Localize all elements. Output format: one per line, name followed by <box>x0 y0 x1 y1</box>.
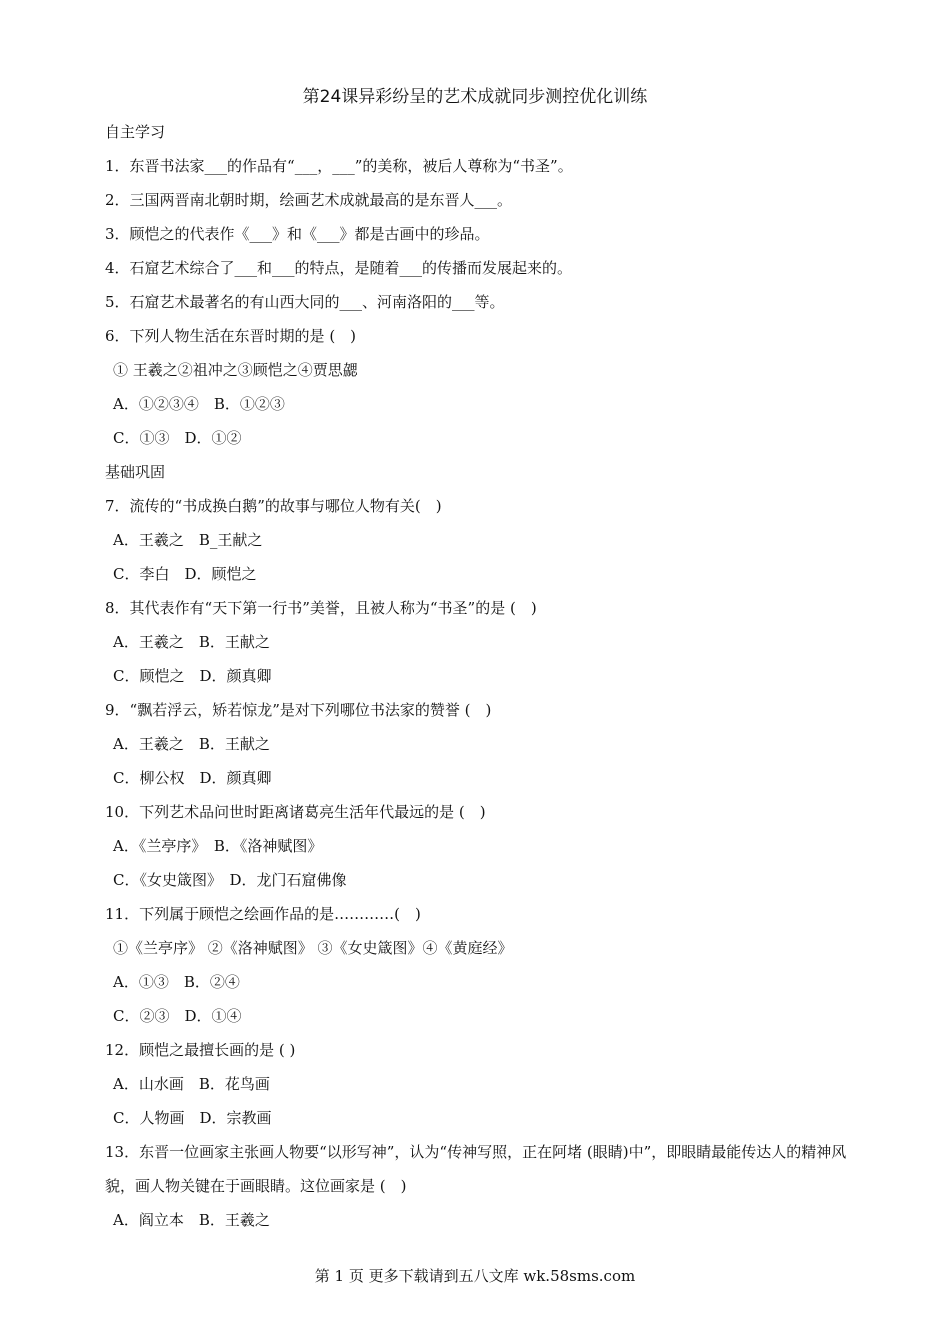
question-10-options-ab: A．《兰亭序》 B．《洛神赋图》 <box>113 837 323 855</box>
question-11-items: ①《兰亭序》 ②《洛神赋图》 ③《女史箴图》④《黄庭经》 <box>113 939 513 957</box>
question-11: 11．下列属于顾恺之绘画作品的是…………( ) <box>105 905 421 923</box>
question-7-options-ab: A．王羲之 B_王献之 <box>113 531 263 549</box>
page-title: 第24课异彩纷呈的艺术成就同步测控优化训练 <box>302 87 648 107</box>
question-12-options-cd: C．人物画 D．宗教画 <box>113 1109 272 1127</box>
question-12: 12．顾恺之最擅长画的是 ( ) <box>105 1041 296 1059</box>
question-8: 8．其代表作有“天下第一行书”美誉，且被人称为“书圣”的是 ( ) <box>105 599 537 617</box>
question-6-items: ① 王羲之②祖冲之③顾恺之④贾思勰 <box>113 361 358 379</box>
question-11-options-ab: A．①③ B．②④ <box>113 973 240 991</box>
question-10: 10．下列艺术品问世时距离诸葛亮生活年代最远的是 ( ) <box>105 803 486 821</box>
question-13-options-ab: A．阎立本 B．王羲之 <box>113 1211 270 1229</box>
question-10-options-cd: C．《女史箴图》 D．龙门石窟佛像 <box>113 871 347 889</box>
question-9: 9．“飘若浮云，矫若惊龙”是对下列哪位书法家的赞誉 ( ) <box>105 701 492 719</box>
question-6-options-ab: A．①②③④ B．①②③ <box>113 395 285 413</box>
question-9-options-cd: C．柳公权 D．颜真卿 <box>113 769 272 787</box>
question-4: 4．石窟艺术综合了___和___的特点，是随着___的传播而发展起来的。 <box>105 259 573 277</box>
question-8-options-ab: A．王羲之 B．王献之 <box>113 633 270 651</box>
question-1: 1．东晋书法家___的作品有“___，___”的美称，被后人尊称为“书圣”。 <box>105 157 573 175</box>
question-13: 13．东晋一位画家主张画人物要“以形写神”，认为“传神写照，正在阿堵 (眼睛)中”，即眼睛最能传达人的精神风貌，画人物关键在于画眼睛。这位画家是 ( ) <box>105 1143 847 1195</box>
question-3: 3．顾恺之的代表作《___》和《___》都是古画中的珍品。 <box>105 225 490 243</box>
question-list <box>105 115 875 1237</box>
question-2: 2．三国两晋南北朝时期，绘画艺术成就最高的是东晋人___。 <box>105 191 513 209</box>
question-12-options-ab: A．山水画 B．花鸟画 <box>113 1075 270 1093</box>
question-6-options-cd: C．①③ D．①② <box>113 429 242 447</box>
question-9-options-ab: A．王羲之 B．王献之 <box>113 735 270 753</box>
question-6: 6．下列人物生活在东晋时期的是 ( ) <box>105 327 357 345</box>
section-heading-self-study: 自主学习 <box>105 123 166 141</box>
question-5: 5．石窟艺术最著名的有山西大同的___、河南洛阳的___等。 <box>105 293 505 311</box>
question-8-options-cd: C．顾恺之 D．颜真卿 <box>113 667 272 685</box>
section-heading-basic: 基础巩固 <box>105 463 166 481</box>
question-7-options-cd: C．李白 D．顾恺之 <box>113 565 257 583</box>
question-11-options-cd: C．②③ D．①④ <box>113 1007 242 1025</box>
question-7: 7．流传的“书成换白鹅”的故事与哪位人物有关( ) <box>105 497 442 515</box>
page-footer: 第 1 页 更多下载请到五八文库 wk.58sms.com <box>314 1267 636 1285</box>
